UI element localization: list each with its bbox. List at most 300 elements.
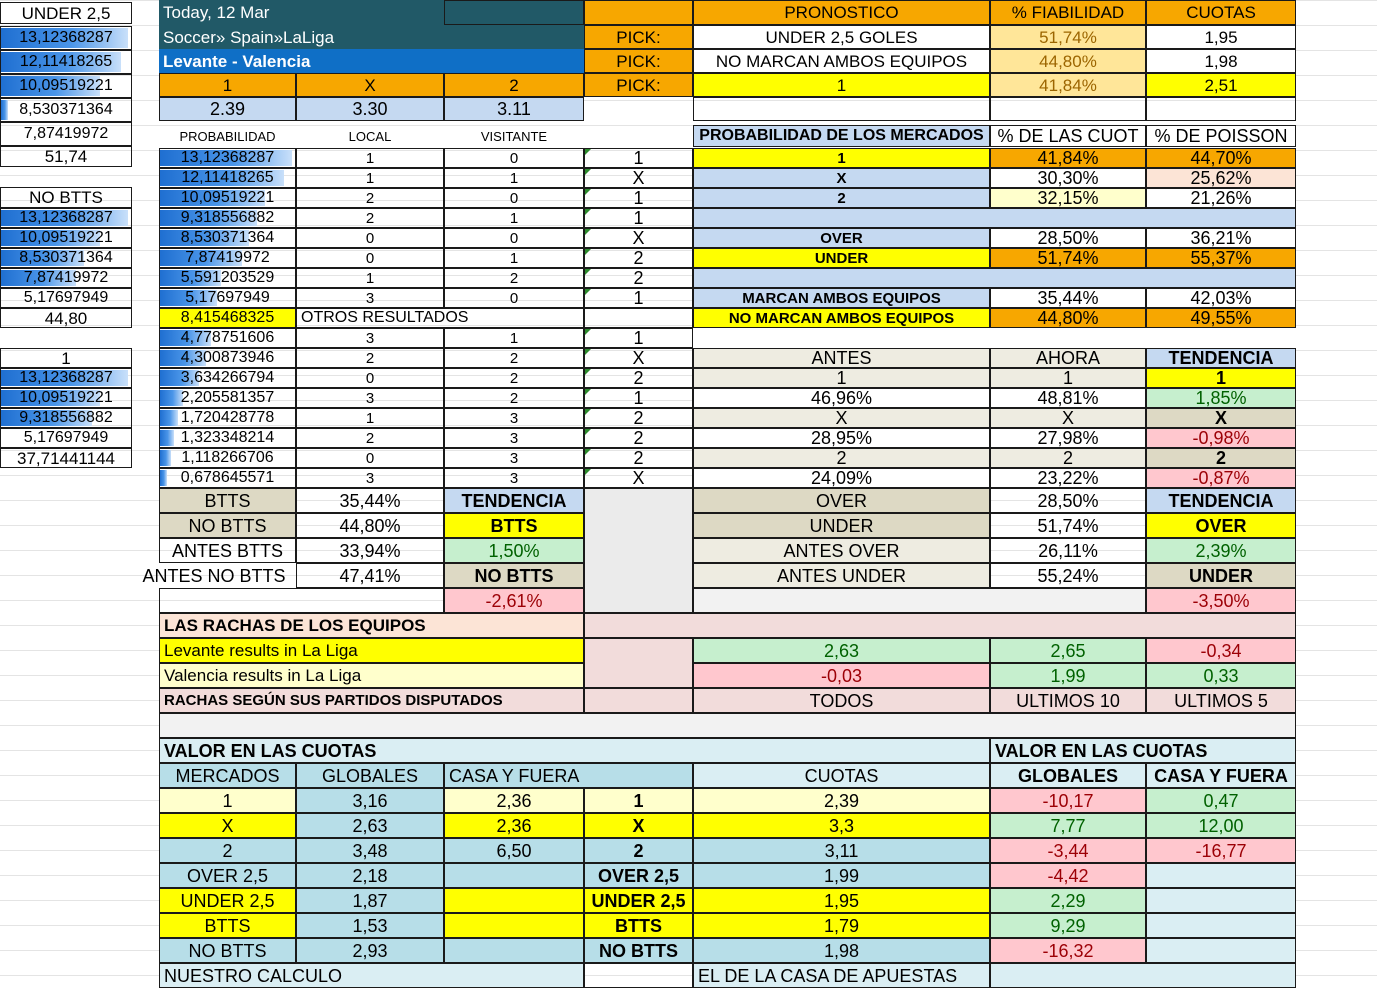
valor-casa-fuera[interactable] (444, 838, 584, 863)
antes-nobtts-trend[interactable] (444, 563, 584, 588)
prob-local[interactable] (296, 168, 444, 188)
prob-visitante[interactable] (444, 168, 584, 188)
valor-global[interactable] (296, 788, 444, 813)
left-under-val-text: 7,87419972 (23, 125, 109, 142)
btts-tendencia-value[interactable] (444, 513, 584, 538)
btts-value[interactable] (296, 488, 444, 513)
pick-cuota[interactable] (1146, 25, 1296, 49)
market-name[interactable] (693, 308, 990, 328)
market-poisson[interactable] (1146, 248, 1296, 268)
blank[interactable] (584, 488, 693, 613)
prob-result[interactable] (584, 408, 693, 428)
left-under-val[interactable] (0, 122, 132, 146)
valor-market-name[interactable] (584, 888, 693, 913)
trend-ahora[interactable] (990, 428, 1146, 448)
valor-global[interactable] (296, 938, 444, 963)
prob-local[interactable] (296, 288, 444, 308)
valor-market-name[interactable] (584, 863, 693, 888)
prob-local[interactable] (296, 188, 444, 208)
trend-antes-text: 24,09% (810, 468, 873, 488)
prob-local[interactable] (296, 388, 444, 408)
left-nobtts-val[interactable] (0, 208, 132, 228)
prob-visitante[interactable] (444, 228, 584, 248)
head-cuotas[interactable] (1146, 0, 1296, 25)
head-visitante[interactable] (444, 125, 584, 147)
head-cuot[interactable] (990, 125, 1146, 147)
antes-under-label-text: ANTES UNDER (776, 565, 906, 586)
blank[interactable] (693, 588, 1146, 613)
market-name[interactable] (693, 188, 990, 208)
prob-value[interactable] (159, 248, 296, 268)
antes-under-label[interactable] (693, 563, 990, 588)
prob-value[interactable] (159, 208, 296, 228)
antes-btts-trend[interactable] (444, 538, 584, 563)
blank[interactable] (584, 688, 693, 713)
trend-ahora[interactable] (990, 388, 1146, 408)
blank[interactable] (584, 308, 693, 328)
left-one-title[interactable] (0, 348, 132, 368)
ou-over-value[interactable] (990, 488, 1146, 513)
prob-value[interactable] (159, 148, 296, 168)
pick-pronostico[interactable] (693, 49, 990, 73)
valor-market-name[interactable] (584, 838, 693, 863)
market-name[interactable] (693, 228, 990, 248)
pick-pronostico[interactable] (693, 73, 990, 97)
prob-local[interactable] (296, 368, 444, 388)
rachas-footer[interactable] (159, 688, 584, 713)
pick-label-text: PICK: (616, 51, 661, 71)
prob-otros-label[interactable] (296, 308, 584, 328)
ou-over-label[interactable] (693, 488, 990, 513)
trend-ahora[interactable] (990, 408, 1146, 428)
market-name[interactable] (693, 168, 990, 188)
prob-result[interactable] (584, 368, 693, 388)
prob-visitante[interactable] (444, 428, 584, 448)
valor-market-name[interactable] (584, 938, 693, 963)
market-poisson[interactable] (1146, 188, 1296, 208)
picks-blank[interactable] (584, 0, 693, 25)
prob-value[interactable] (159, 188, 296, 208)
left-nobtts-val[interactable] (0, 248, 132, 268)
valor-casa-fuera[interactable] (444, 863, 584, 888)
odd-2-text: 3.11 (497, 99, 531, 119)
rachas-title[interactable] (159, 613, 584, 638)
valor-mercado[interactable] (159, 913, 296, 938)
prob-local-text: 0 (365, 449, 375, 467)
valor-global[interactable] (296, 863, 444, 888)
prob-value[interactable] (159, 288, 296, 308)
rachas-levante-value[interactable] (1146, 638, 1296, 663)
antes-over-trend[interactable] (1146, 538, 1296, 563)
trend-value[interactable] (1146, 368, 1296, 388)
prob-visitante-text: 0 (509, 289, 519, 307)
head-fiabilidad[interactable] (990, 0, 1146, 25)
trend-antes[interactable] (693, 368, 990, 388)
prob-local[interactable] (296, 228, 444, 248)
rachas-levante-value-text: 2,65 (1050, 640, 1086, 661)
head-tendencia[interactable] (1146, 348, 1296, 368)
antes-over-value[interactable] (990, 538, 1146, 563)
market-poisson[interactable] (1146, 288, 1296, 308)
valor-casa-fuera-value[interactable] (1146, 913, 1296, 938)
prob-value[interactable] (159, 268, 296, 288)
prob-result[interactable] (584, 388, 693, 408)
pick-label[interactable] (584, 49, 693, 73)
valor-mercado[interactable] (159, 888, 296, 913)
col-2[interactable] (444, 73, 584, 97)
valor-casa-fuera[interactable] (444, 938, 584, 963)
col-x[interactable] (296, 73, 444, 97)
prob-local[interactable] (296, 428, 444, 448)
left-nobtts-title[interactable] (0, 187, 132, 208)
prob-visitante[interactable] (444, 448, 584, 468)
prob-local[interactable] (296, 328, 444, 348)
match-league[interactable] (159, 25, 584, 49)
head-probabilidad[interactable] (159, 125, 296, 147)
valor-title-right[interactable] (990, 738, 1296, 763)
antes-under-trend[interactable] (1146, 563, 1296, 588)
rachas-levante-value[interactable] (693, 638, 990, 663)
prob-otros-val[interactable] (159, 308, 296, 328)
btts-last-trend[interactable] (444, 588, 584, 613)
ou-over-value-text: 28,50% (1037, 490, 1099, 511)
left-nobtts-val[interactable] (0, 288, 132, 308)
prob-visitante[interactable] (444, 328, 584, 348)
rachas-valencia-value[interactable] (1146, 663, 1296, 688)
pick-pronostico[interactable] (693, 25, 990, 49)
valor-mercado[interactable] (159, 813, 296, 838)
market-cuot[interactable] (990, 308, 1146, 328)
trend-antes[interactable] (693, 388, 990, 408)
prob-local[interactable] (296, 408, 444, 428)
valor-globales-value[interactable] (990, 838, 1146, 863)
prob-local[interactable] (296, 208, 444, 228)
header-blank[interactable] (444, 0, 584, 25)
prob-value[interactable] (159, 408, 296, 428)
prob-value[interactable] (159, 428, 296, 448)
antes-nobtts-value[interactable] (296, 563, 444, 588)
nobtts-value[interactable] (296, 513, 444, 538)
valor-cuota[interactable] (693, 863, 990, 888)
match-date[interactable] (159, 0, 444, 25)
prob-result[interactable] (584, 328, 693, 348)
blank[interactable] (584, 963, 693, 988)
prob-result[interactable] (584, 148, 693, 168)
market-poisson-text: 36,21% (1190, 228, 1252, 248)
rachas-col-label-text: ULTIMOS 5 (1174, 690, 1268, 711)
valor-globales-value[interactable] (990, 813, 1146, 838)
prob-result[interactable] (584, 428, 693, 448)
prob-local[interactable] (296, 468, 444, 488)
prob-visitante[interactable] (444, 148, 584, 168)
pick-fiabilidad[interactable] (990, 73, 1146, 97)
pick-cuota[interactable] (1146, 49, 1296, 73)
left-one-val[interactable] (0, 408, 132, 428)
head-globales[interactable] (296, 763, 444, 788)
valor-casa-fuera[interactable] (444, 788, 584, 813)
trend-antes[interactable] (693, 448, 990, 468)
prob-visitante[interactable] (444, 368, 584, 388)
trend-value[interactable] (1146, 428, 1296, 448)
rachas-levante[interactable] (159, 638, 584, 663)
head-poisson[interactable] (1146, 125, 1296, 147)
ou-under-label[interactable] (693, 513, 990, 538)
valor-global[interactable] (296, 913, 444, 938)
valor-global[interactable] (296, 838, 444, 863)
valor-casa-fuera[interactable] (444, 913, 584, 938)
valor-casa-fuera-value[interactable] (1146, 788, 1296, 813)
valor-cuota[interactable] (693, 813, 990, 838)
valor-casa-fuera-value[interactable] (1146, 813, 1296, 838)
prob-result[interactable] (584, 288, 693, 308)
market-separator[interactable] (693, 268, 1296, 288)
prob-result[interactable] (584, 448, 693, 468)
antes-btts-value[interactable] (296, 538, 444, 563)
valor-mercado[interactable] (159, 838, 296, 863)
valor-cuota[interactable] (693, 838, 990, 863)
prob-local[interactable] (296, 148, 444, 168)
market-cuot[interactable] (990, 188, 1146, 208)
rachas-valencia-value[interactable] (990, 663, 1146, 688)
trend-value[interactable] (1146, 408, 1296, 428)
rachas-valencia-value[interactable] (693, 663, 990, 688)
prob-result[interactable] (584, 248, 693, 268)
prob-visitante[interactable] (444, 208, 584, 228)
valor-global[interactable] (296, 813, 444, 838)
left-under-total[interactable] (0, 146, 132, 167)
left-under-val[interactable] (0, 74, 132, 98)
pick-label[interactable] (584, 25, 693, 49)
blank[interactable] (159, 713, 1296, 738)
btts-tendencia-head[interactable] (444, 488, 584, 513)
trend-antes[interactable] (693, 468, 990, 488)
match-teams[interactable] (159, 49, 584, 73)
blank[interactable] (1146, 97, 1296, 121)
pick-label[interactable] (584, 73, 693, 97)
rachas-levante-value[interactable] (990, 638, 1146, 663)
valor-global-text: 3,48 (352, 840, 388, 861)
head-pronostico[interactable] (693, 0, 990, 25)
left-nobtts-val[interactable] (0, 228, 132, 248)
pick-cuota[interactable] (1146, 73, 1296, 97)
prob-result[interactable] (584, 468, 693, 488)
odd-1-text: 2.39 (209, 99, 246, 119)
left-one-val[interactable] (0, 388, 132, 408)
valor-casa-fuera[interactable] (444, 888, 584, 913)
valor-cuota[interactable] (693, 888, 990, 913)
rachas-col-label[interactable] (990, 688, 1146, 713)
market-poisson[interactable] (1146, 228, 1296, 248)
prob-visitante[interactable] (444, 388, 584, 408)
valor-globales-value[interactable] (990, 863, 1146, 888)
market-name[interactable] (693, 148, 990, 168)
valor-globales-value[interactable] (990, 938, 1146, 963)
valor-cuota[interactable] (693, 913, 990, 938)
prob-value[interactable] (159, 328, 296, 348)
odd-1[interactable] (159, 97, 296, 121)
left-nobtts-val[interactable] (0, 268, 132, 288)
market-name[interactable] (693, 288, 990, 308)
prob-visitante[interactable] (444, 468, 584, 488)
market-poisson[interactable] (1146, 148, 1296, 168)
prob-result[interactable] (584, 348, 693, 368)
valor-globales-value-text: 9,29 (1050, 915, 1086, 936)
prob-result[interactable] (584, 168, 693, 188)
market-cuot-text: 41,84% (1037, 148, 1099, 168)
left-under-val[interactable] (0, 98, 132, 122)
prob-result[interactable] (584, 188, 693, 208)
trend-ahora[interactable] (990, 448, 1146, 468)
valor-casa-fuera-value[interactable] (1146, 938, 1296, 963)
blank[interactable] (693, 97, 990, 121)
ou-last-trend[interactable] (1146, 588, 1296, 613)
rachas-valencia[interactable] (159, 663, 584, 688)
blank[interactable] (584, 613, 1296, 638)
valor-globales-value[interactable] (990, 788, 1146, 813)
prob-value[interactable] (159, 168, 296, 188)
blank[interactable] (159, 588, 444, 613)
head-valor-casa-fuera[interactable] (1146, 763, 1296, 788)
nobtts-label[interactable] (159, 513, 296, 538)
valor-global-text: 2,93 (352, 940, 388, 961)
antes-btts-label[interactable] (159, 538, 296, 563)
market-cuot[interactable] (990, 248, 1146, 268)
prob-local[interactable] (296, 348, 444, 368)
head-antes[interactable] (693, 348, 990, 368)
prob-visitante[interactable] (444, 348, 584, 368)
odd-x[interactable] (296, 97, 444, 121)
head-mercados[interactable] (159, 763, 296, 788)
antes-nobtts-label[interactable] (132, 563, 296, 588)
prob-value[interactable] (159, 448, 296, 468)
prob-value[interactable] (159, 348, 296, 368)
valor-title-left[interactable] (159, 738, 990, 763)
head-local[interactable] (296, 125, 444, 147)
prob-result[interactable] (584, 268, 693, 288)
valor-market-name[interactable] (584, 813, 693, 838)
left-one-val[interactable] (0, 428, 132, 448)
prob-visitante[interactable] (444, 188, 584, 208)
prob-local[interactable] (296, 448, 444, 468)
nuestro-calculo[interactable] (159, 963, 584, 988)
valor-mercado[interactable] (159, 788, 296, 813)
trend-antes[interactable] (693, 428, 990, 448)
market-cuot[interactable] (990, 168, 1146, 188)
comment-indicator-icon (585, 229, 591, 235)
valor-cuota[interactable] (693, 788, 990, 813)
trend-value[interactable] (1146, 448, 1296, 468)
pick-fiabilidad[interactable] (990, 49, 1146, 73)
market-poisson[interactable] (1146, 168, 1296, 188)
valor-globales-value-text: -10,17 (1042, 790, 1094, 811)
market-cuot[interactable] (990, 288, 1146, 308)
ou-under-value[interactable] (990, 513, 1146, 538)
head-markets[interactable] (693, 125, 990, 147)
col-1[interactable] (159, 73, 296, 97)
valor-market-name[interactable] (584, 913, 693, 938)
market-cuot[interactable] (990, 228, 1146, 248)
head-ahora[interactable] (990, 348, 1146, 368)
left-under-val[interactable] (0, 50, 132, 74)
valor-market-name[interactable] (584, 788, 693, 813)
ou-tendencia-value[interactable] (1146, 513, 1296, 538)
prob-value[interactable] (159, 388, 296, 408)
antes-over-label[interactable] (693, 538, 990, 563)
btts-label[interactable] (159, 488, 296, 513)
left-one-val[interactable] (0, 368, 132, 388)
head-casa-fuera[interactable] (444, 763, 693, 788)
pick-fiabilidad[interactable] (990, 25, 1146, 49)
blank[interactable] (990, 97, 1146, 121)
prob-local[interactable] (296, 268, 444, 288)
rachas-col-label[interactable] (693, 688, 990, 713)
valor-casa-fuera[interactable] (444, 813, 584, 838)
valor-casa-fuera-value[interactable] (1146, 863, 1296, 888)
valor-market-name-text: OVER 2,5 (597, 865, 680, 886)
valor-market-name-text: X (632, 815, 645, 836)
trend-value[interactable] (1146, 388, 1296, 408)
left-under-val[interactable] (0, 26, 132, 50)
head-cuotas-casa[interactable] (693, 763, 990, 788)
valor-globales-value[interactable] (990, 913, 1146, 938)
prob-value[interactable] (159, 468, 296, 488)
left-one-title-text: 1 (61, 348, 71, 368)
left-one-total[interactable] (0, 448, 132, 468)
trend-value[interactable] (1146, 468, 1296, 488)
prob-value[interactable] (159, 228, 296, 248)
valor-global[interactable] (296, 888, 444, 913)
prob-visitante[interactable] (444, 408, 584, 428)
casa-apuestas[interactable] (693, 963, 990, 988)
ou-tendencia-head[interactable] (1146, 488, 1296, 513)
prob-visitante[interactable] (444, 248, 584, 268)
valor-globales-value[interactable] (990, 888, 1146, 913)
prob-local-text: 3 (365, 469, 375, 487)
left-one-val-text: 13,12368287 (19, 369, 113, 386)
prob-local[interactable] (296, 248, 444, 268)
market-cuot[interactable] (990, 148, 1146, 168)
head-valor-globales[interactable] (990, 763, 1146, 788)
valor-mercado[interactable] (159, 938, 296, 963)
head-poisson-text: % DE POISSON (1154, 126, 1288, 146)
valor-mercado[interactable] (159, 863, 296, 888)
valor-casa-fuera-value[interactable] (1146, 888, 1296, 913)
prob-value[interactable] (159, 368, 296, 388)
trend-ahora[interactable] (990, 468, 1146, 488)
prob-result[interactable] (584, 208, 693, 228)
blank[interactable] (990, 963, 1296, 988)
antes-under-value[interactable] (990, 563, 1146, 588)
pick-label-text: PICK: (616, 27, 661, 47)
trend-antes[interactable] (693, 408, 990, 428)
prob-visitante[interactable] (444, 268, 584, 288)
prob-visitante-text: 0 (509, 149, 519, 167)
left-under-title[interactable] (0, 2, 132, 24)
rachas-col-label[interactable] (1146, 688, 1296, 713)
market-poisson[interactable] (1146, 308, 1296, 328)
odd-2[interactable] (444, 97, 584, 121)
trend-ahora[interactable] (990, 368, 1146, 388)
market-separator[interactable] (693, 208, 1296, 228)
prob-visitante[interactable] (444, 288, 584, 308)
valor-cuota[interactable] (693, 938, 990, 963)
market-name[interactable] (693, 248, 990, 268)
left-nobtts-total[interactable] (0, 308, 132, 328)
prob-result[interactable] (584, 228, 693, 248)
valor-casa-fuera-value[interactable] (1146, 838, 1296, 863)
blank[interactable] (584, 638, 693, 688)
antes-over-value-text: 26,11% (1038, 540, 1098, 561)
